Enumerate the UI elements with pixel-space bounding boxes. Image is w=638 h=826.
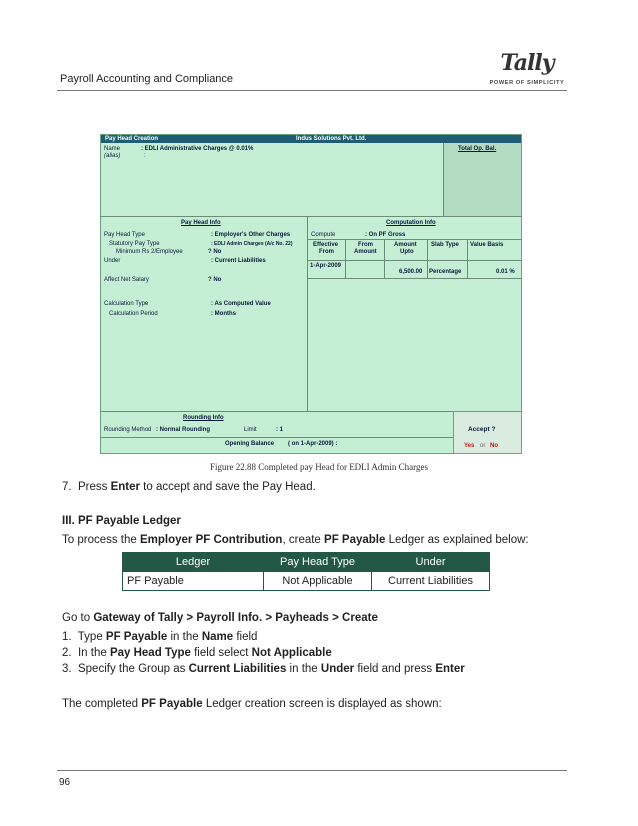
divider [307, 278, 521, 279]
comp-row-value[interactable]: 0.01 % [496, 269, 515, 275]
field-label: Minimum Rs 2/Employee [116, 249, 183, 255]
step-text: Specify the Group as [77, 663, 189, 675]
intro-text: , create [282, 534, 325, 546]
comp-col-header: Upto [400, 249, 414, 255]
step-1 [62, 631, 257, 643]
field-value[interactable]: : EDLI Admin Charges (A/c No. 22) [211, 241, 293, 247]
step-2 [62, 647, 332, 659]
divider [384, 239, 385, 278]
step-bold: Current Liabilities [188, 663, 287, 675]
closing-text: Ledger creation screen is displayed as shown: [202, 698, 442, 710]
step-bold: Enter [435, 663, 465, 675]
field-value[interactable]: ? No [208, 277, 222, 283]
rounding-info-title: Rounding Info [183, 415, 224, 421]
divider [345, 239, 346, 278]
closing-paragraph [62, 698, 442, 710]
step-text: field [233, 631, 258, 643]
divider [307, 216, 308, 411]
field-label: Statutory Pay Type [109, 241, 160, 247]
field-value[interactable]: ? No [208, 249, 222, 255]
table-cell: Current Liabilities [372, 572, 490, 591]
screen-title: Pay Head Creation [105, 136, 159, 142]
limit-value[interactable]: : 1 [276, 427, 284, 433]
header-rule [57, 90, 567, 91]
accept-yes[interactable]: Yes [464, 443, 475, 449]
divider [101, 216, 521, 217]
divider [307, 239, 521, 240]
closing-bold: PF Payable [141, 698, 203, 710]
step-text: in the [286, 663, 321, 675]
limit-label: Limit [244, 427, 257, 433]
step-number: 1. [62, 631, 72, 643]
field-label: Affect Net Salary [104, 277, 149, 283]
comp-row-slab-type[interactable]: Percentage [429, 269, 462, 275]
step-text: to accept and save the Pay Head. [139, 481, 316, 493]
divider [101, 411, 453, 412]
accept-or: or [480, 443, 486, 449]
comp-col-header: From [358, 242, 373, 248]
logo-tagline: POWER OF SIMPLICITY [489, 80, 565, 86]
running-header: Payroll Accounting and Compliance [60, 73, 234, 85]
step-number: 7. [62, 481, 72, 493]
step-3 [62, 663, 465, 675]
field-value[interactable]: : Months [211, 311, 236, 317]
name-value[interactable]: : EDLI Administrative Charges @ 0.01% [141, 146, 254, 152]
step-bold: Name [201, 631, 234, 643]
screen-titlebar [101, 135, 521, 143]
goto-path: Gateway of Tally > Payroll Info. > Payheads > Create [93, 612, 378, 624]
step-7 [62, 481, 316, 493]
goto-text: Go to [62, 612, 94, 624]
name-label: Name [104, 146, 121, 152]
step-text: field and press [354, 663, 436, 675]
step-text: Type [77, 631, 106, 643]
computation-info-title: Computation Info [386, 220, 436, 226]
intro-bold: PF Payable [324, 534, 386, 546]
accept-prompt: Accept ? [468, 426, 496, 433]
intro-bold: Employer PF Contribution [139, 534, 283, 546]
comp-col-header: Amount [394, 242, 417, 248]
field-label: Calculation Period [109, 311, 158, 317]
comp-col-header: Slab Type [431, 242, 459, 248]
figure-caption: Figure 22.88 Completed pay Head for EDLI Admin Charges [209, 462, 429, 472]
field-value[interactable]: : Employer's Other Charges [211, 232, 291, 238]
tally-logo [486, 50, 568, 92]
step-bold: Under [320, 663, 355, 675]
footer-rule [57, 770, 567, 771]
field-label: Under [104, 258, 121, 264]
navigation-path [62, 612, 378, 624]
step-text: Press [77, 481, 111, 493]
step-bold: Not Applicable [251, 647, 332, 659]
divider [307, 260, 521, 261]
closing-text: The completed [62, 698, 142, 710]
comp-col-header: Amount [354, 249, 377, 255]
comp-col-header: Effective [313, 242, 339, 248]
intro-paragraph [62, 534, 529, 546]
field-value[interactable]: : Current Liabilities [211, 258, 266, 264]
step-text: In the [77, 647, 110, 659]
step-bold: PF Payable [105, 631, 168, 643]
tally-pay-head-screen [100, 134, 522, 454]
column-header: Ledger [123, 553, 264, 572]
accept-no[interactable]: No [490, 443, 498, 449]
opening-balance-date: ( on 1-Apr-2009) : [288, 441, 338, 447]
step-text: field select [190, 647, 252, 659]
column-header: Pay Head Type [264, 553, 372, 572]
column-header: Under [372, 553, 490, 572]
compute-label: Compute [311, 232, 336, 238]
pay-head-info-title: Pay Head Info [181, 220, 221, 226]
comp-col-header: Value Basis [470, 242, 504, 248]
intro-text: Ledger as explained below: [385, 534, 529, 546]
opening-balance-label: Opening Balance [225, 441, 275, 447]
step-bold: Pay Head Type [109, 647, 191, 659]
field-value[interactable]: : As Computed Value [211, 301, 271, 307]
table-header-row [123, 553, 490, 572]
divider [101, 437, 453, 438]
intro-text: To process the [62, 534, 140, 546]
comp-row-amount-upto[interactable]: 6,500.00 [399, 269, 423, 275]
step-text: in the [167, 631, 202, 643]
field-label: Pay Head Type [104, 232, 145, 238]
step-bold: Enter [110, 481, 140, 493]
total-op-bal-label: Total Op. Bal. [458, 146, 497, 152]
rounding-method-label: Rounding Method [104, 427, 152, 433]
page-number: 96 [59, 777, 71, 788]
compute-value[interactable]: : On PF Gross [365, 232, 406, 238]
step-number: 2. [62, 647, 72, 659]
alias-label: (alias) [104, 153, 121, 159]
ledger-table [122, 552, 490, 591]
table-row [123, 572, 490, 591]
field-label: Calculation Type [104, 301, 149, 307]
alias-value[interactable]: : [144, 153, 146, 159]
total-op-bal-panel [443, 143, 521, 217]
divider [467, 239, 468, 278]
accept-dialog [453, 411, 522, 454]
company-name: Indus Solutions Pvt. Ltd. [296, 136, 367, 142]
table-cell: Not Applicable [264, 572, 372, 591]
comp-col-header: From [319, 249, 334, 255]
rounding-method-value[interactable]: : Normal Rounding [156, 427, 210, 433]
table-cell: PF Payable [123, 572, 264, 591]
divider [427, 239, 428, 278]
comp-row-date[interactable]: 1-Apr-2009 [310, 263, 342, 269]
step-number: 3. [62, 663, 72, 675]
logo-word: Tally [500, 50, 554, 76]
section-title: III. PF Payable Ledger [62, 515, 181, 527]
